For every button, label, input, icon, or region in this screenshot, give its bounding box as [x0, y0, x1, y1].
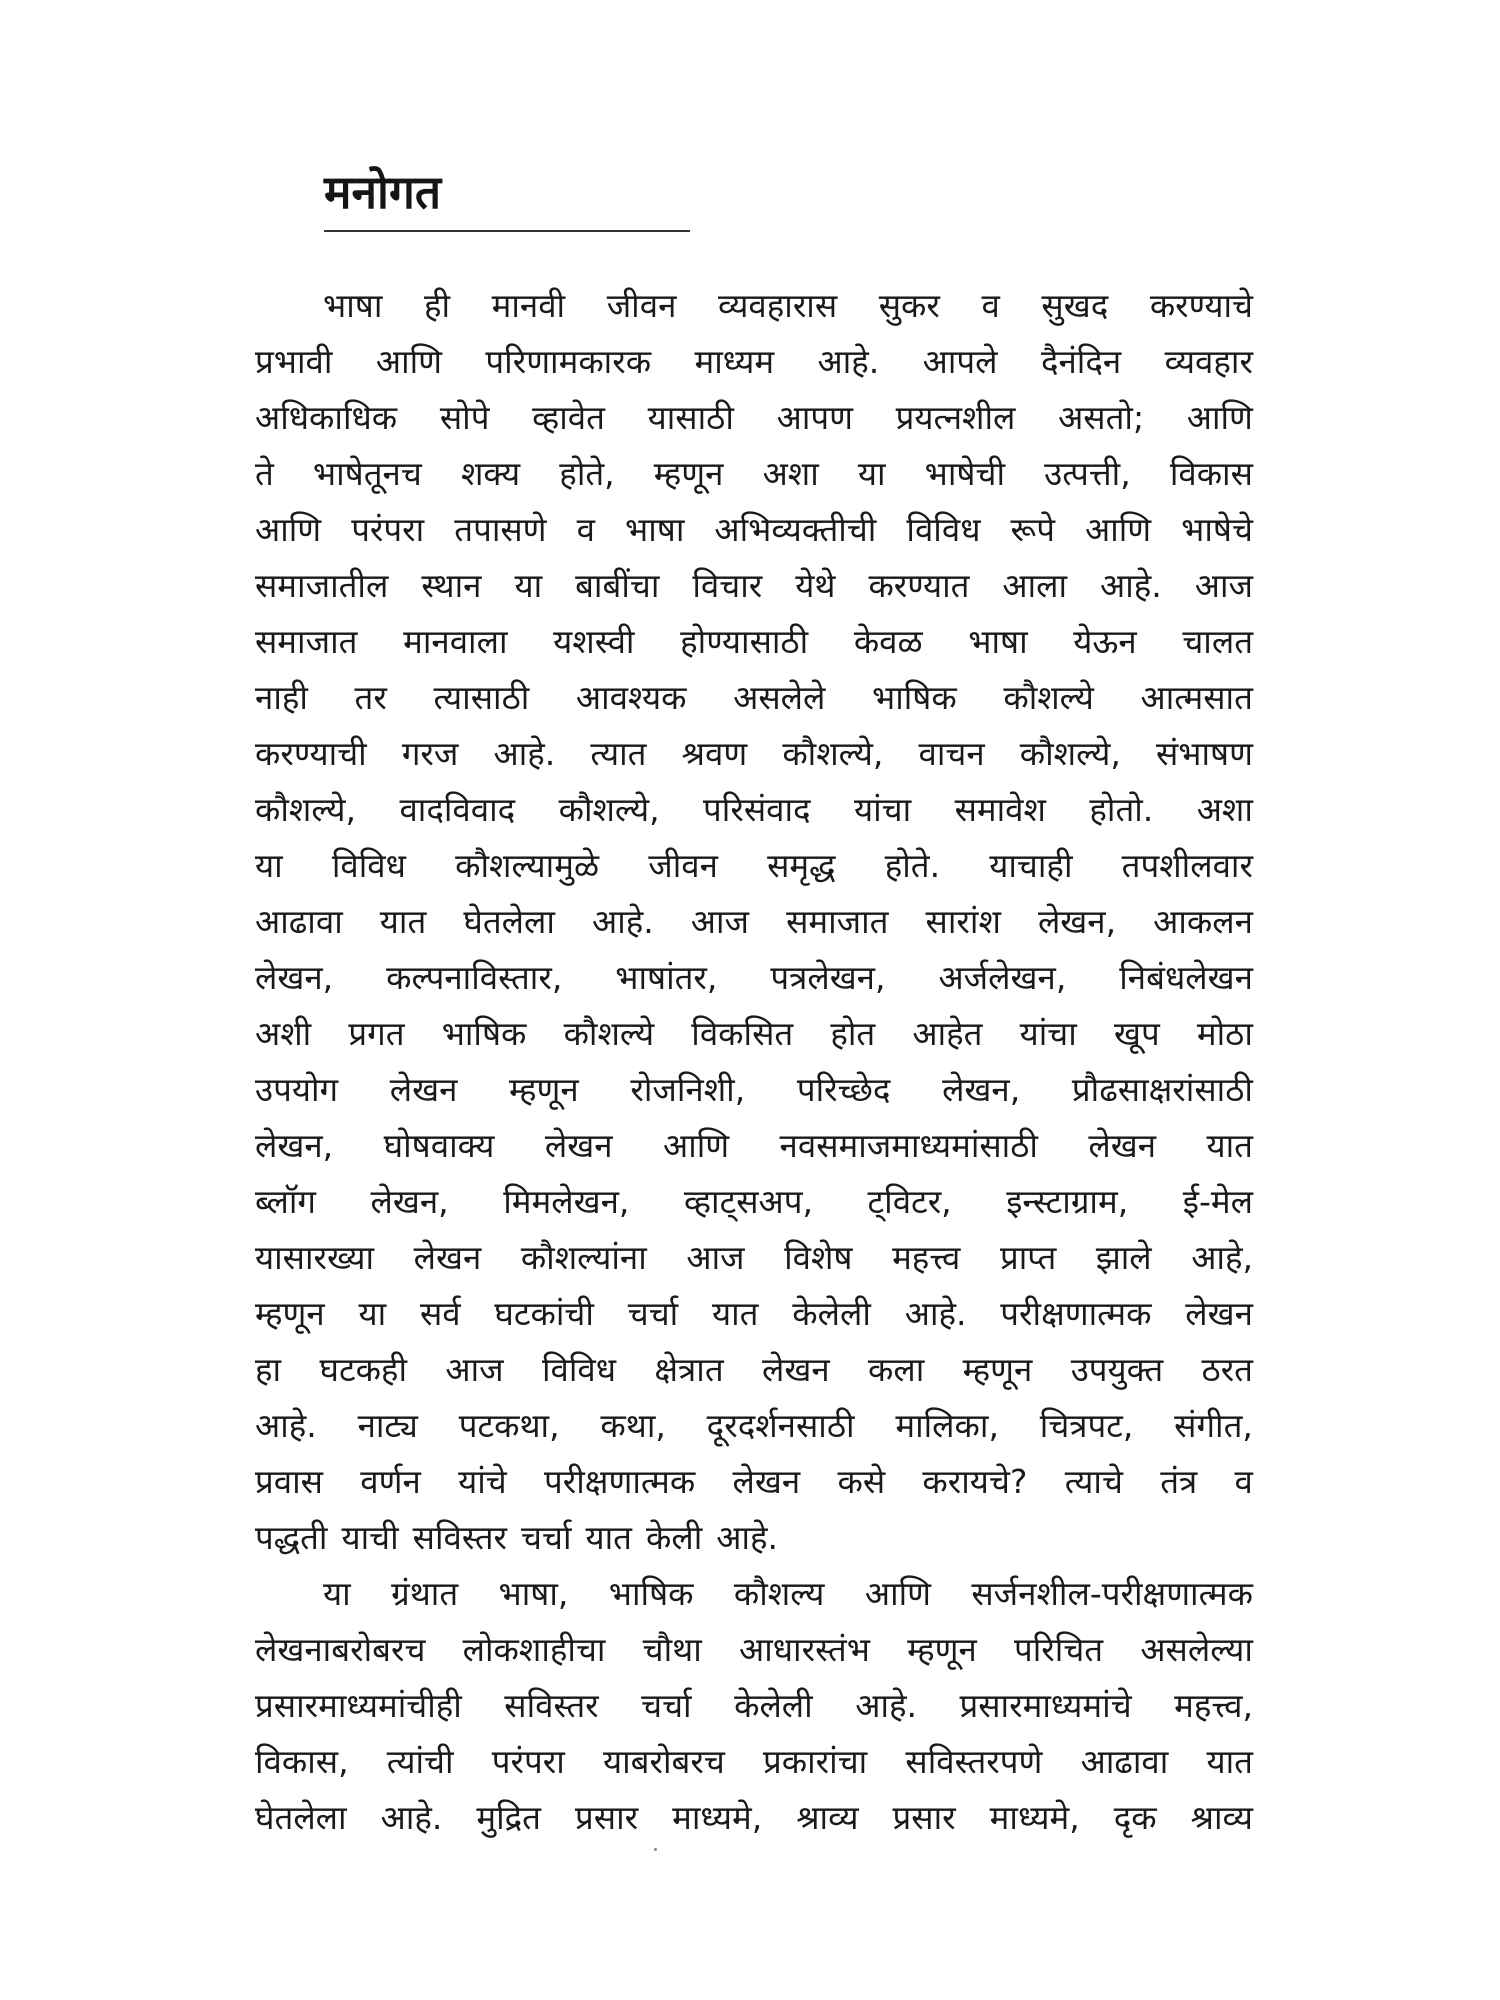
word: येऊन: [1073, 622, 1137, 661]
word: परीक्षणात्मक: [544, 1462, 696, 1501]
word: आपले: [922, 342, 998, 381]
word: मानवी: [491, 286, 566, 325]
text-line: [255, 782, 1253, 838]
word: सर्जनशील-परीक्षणात्मक: [971, 1574, 1253, 1613]
word: कथा,: [600, 1406, 666, 1445]
word: सुखद: [1041, 286, 1109, 325]
word: लेखन: [1088, 1126, 1157, 1165]
text-line: [255, 838, 1253, 894]
word: कल्पनाविस्तार,: [386, 958, 563, 997]
word: होत: [830, 1014, 876, 1053]
word: सारांश: [925, 902, 1001, 941]
word: समाजात: [786, 902, 889, 941]
word: सविस्तरपणे: [905, 1742, 1043, 1781]
word: त्यासाठी: [433, 678, 530, 717]
word: माध्यमे,: [989, 1798, 1080, 1837]
word: माध्यमे,: [672, 1798, 763, 1837]
word: क्षेत्रात: [654, 1350, 724, 1389]
word: आहेत: [912, 1014, 983, 1053]
word: गरज: [401, 734, 459, 773]
word: विविध: [906, 510, 981, 549]
word: तपशीलवार: [1121, 846, 1253, 885]
word: जीवन: [648, 846, 718, 885]
word: आपण: [776, 398, 853, 437]
word: वाचन: [918, 734, 985, 773]
word: व्हावेत: [532, 398, 605, 437]
word: भाषा: [625, 510, 685, 549]
word: व: [576, 510, 595, 549]
text-line: [255, 1174, 1253, 1230]
word: उत्पत्ती,: [1044, 454, 1131, 493]
word: श्राव्य: [796, 1798, 859, 1837]
word: होतो.: [1089, 790, 1154, 829]
word: घेतलेला: [463, 902, 555, 941]
word: जीवन: [606, 286, 677, 325]
word: व्हाट्सअप,: [683, 1182, 813, 1221]
word: लेखन: [544, 1126, 613, 1165]
word: दैनंदिन: [1040, 342, 1122, 381]
word: भाषेचे: [1181, 510, 1253, 549]
word: सुकर: [878, 286, 940, 325]
word: चौथा: [642, 1630, 702, 1669]
word: चर्चा: [641, 1686, 692, 1725]
text-line: [255, 1566, 1253, 1622]
word: भाषांतर,: [615, 958, 718, 997]
word: श्रवण: [681, 734, 748, 773]
word: घोषवाक्य: [383, 1126, 495, 1165]
word: अशा: [1196, 790, 1253, 829]
word: म्हणून: [907, 1630, 977, 1669]
text-line: [255, 1622, 1253, 1678]
word: अर्जलेखन,: [938, 958, 1067, 997]
word: असलेल्या: [1140, 1630, 1253, 1669]
word: आहे.: [493, 734, 556, 773]
text-line: [255, 1790, 1253, 1846]
word: केली: [646, 1518, 703, 1557]
word: स्थान: [421, 566, 482, 605]
word: लेखन: [413, 1238, 482, 1277]
word: प्रवास: [255, 1462, 323, 1501]
word: यात: [379, 902, 427, 941]
word: अशी: [255, 1014, 312, 1053]
word: सविस्तर: [412, 1518, 508, 1557]
word: चर्चा: [521, 1518, 572, 1557]
word: ट्विटर,: [867, 1182, 952, 1221]
word: महत्त्व,: [1174, 1686, 1253, 1725]
word: आज: [686, 1238, 745, 1277]
word: अधिकाधिक: [255, 398, 398, 437]
word: मुद्रित: [476, 1798, 541, 1837]
word: होते.: [884, 846, 941, 885]
word: मानवाला: [403, 622, 508, 661]
word: निबंधलेखन: [1119, 958, 1253, 997]
word: यशस्वी: [553, 622, 635, 661]
word: बाबींचा: [575, 566, 660, 605]
page-title: मनोगत: [324, 165, 442, 219]
word: यांचा: [853, 790, 912, 829]
word: केलेली: [792, 1294, 871, 1333]
text-line: [255, 1678, 1253, 1734]
word: कौशल्ये,: [255, 790, 357, 829]
word: कौशल्ये,: [558, 790, 660, 829]
word: आत्मसात: [1140, 678, 1253, 717]
word: अशा: [762, 454, 819, 493]
word: भाषा: [968, 622, 1028, 661]
word: आणि: [662, 1126, 730, 1165]
word: लेखन: [761, 1350, 830, 1389]
word: आहे.: [255, 1406, 317, 1445]
word: पटकथा,: [458, 1406, 560, 1445]
word: ई-मेल: [1182, 1182, 1253, 1221]
word: प्रसार: [892, 1798, 956, 1837]
word: विचार: [692, 566, 763, 605]
word: कौशल्ये,: [782, 734, 884, 773]
word: व: [981, 286, 1000, 325]
word: वर्णन: [360, 1462, 421, 1501]
word: यात: [712, 1294, 759, 1333]
body-text: [255, 278, 1253, 1846]
word: आणि: [864, 1574, 931, 1613]
word: करण्यात: [868, 566, 970, 605]
text-line: [255, 1454, 1253, 1510]
word: यासाठी: [647, 398, 734, 437]
word: घेतलेला: [255, 1798, 347, 1837]
word: करायचे?: [922, 1462, 1028, 1501]
word: दृक: [1113, 1798, 1157, 1837]
word: मोठा: [1196, 1014, 1253, 1053]
word: तपासणे: [454, 510, 547, 549]
text-line: [255, 1510, 1253, 1566]
word: आहे.: [1100, 566, 1162, 605]
word: कौशल्यामुळे: [455, 846, 600, 885]
word: म्हणून: [653, 454, 724, 493]
word: लेखन,: [255, 1126, 334, 1165]
word: उपयोग: [255, 1070, 339, 1109]
word: म्हणून: [509, 1070, 579, 1109]
word: या: [323, 1574, 351, 1613]
word: माध्यम: [694, 342, 775, 381]
word: लोकशाहीचा: [462, 1630, 606, 1669]
text-line: [255, 390, 1253, 446]
word: विकास,: [255, 1742, 349, 1781]
word: भाषा,: [498, 1574, 569, 1613]
word: याची: [341, 1518, 399, 1557]
word: खूप: [1113, 1014, 1160, 1053]
word: प्रभावी: [255, 342, 333, 381]
word: यात: [1206, 1126, 1253, 1165]
word: आहे.: [855, 1686, 917, 1725]
paragraph: [255, 278, 1253, 1566]
word: कौशल्ये,: [1019, 734, 1121, 773]
word: करण्याचे: [1149, 286, 1253, 325]
word: झाले: [1095, 1238, 1152, 1277]
word: लेखन,: [255, 958, 334, 997]
word: विकास: [1169, 454, 1253, 493]
text-line: [255, 1342, 1253, 1398]
word: प्रौढसाक्षरांसाठी: [1071, 1070, 1253, 1109]
word: शक्य: [460, 454, 521, 493]
word: उपयुक्त: [1070, 1350, 1164, 1389]
page-speck: [654, 1848, 657, 1851]
word: केवळ: [853, 622, 923, 661]
word: कौशल्यांना: [520, 1238, 647, 1277]
word: कौशल्ये: [563, 1014, 655, 1053]
word: परिचित: [1014, 1630, 1104, 1669]
word: विकसित: [691, 1014, 794, 1053]
word: त्याचे: [1064, 1462, 1123, 1501]
word: भाषिक: [608, 1574, 694, 1613]
text-line: [255, 334, 1253, 390]
word: हा: [255, 1350, 282, 1389]
word: लेखन,: [1037, 902, 1117, 941]
word: आहे.: [716, 1518, 779, 1557]
word: समावेश: [954, 790, 1046, 829]
word: प्रसार: [574, 1798, 639, 1837]
word: सर्व: [419, 1294, 461, 1333]
text-line: [255, 1398, 1253, 1454]
word: आढावा: [1080, 1742, 1169, 1781]
word: यात: [585, 1518, 632, 1557]
word: चालत: [1182, 622, 1253, 661]
word: आला: [1002, 566, 1068, 605]
text-line: [255, 558, 1253, 614]
word: चित्रपट,: [1039, 1406, 1134, 1445]
word: विशेष: [784, 1238, 853, 1277]
word: मिमलेखन,: [503, 1182, 630, 1221]
word: आवश्यक: [575, 678, 687, 717]
word: प्रगत: [348, 1014, 405, 1053]
word: याचाही: [989, 846, 1073, 885]
word: अभिव्यक्तीची: [714, 510, 877, 549]
word: प्रकारांचा: [763, 1742, 868, 1781]
word: आज: [445, 1350, 504, 1389]
word: प्राप्त: [999, 1238, 1057, 1277]
word: परिसंवाद: [703, 790, 811, 829]
word: आधारस्तंभ: [739, 1630, 870, 1669]
word: व्यवहार: [1164, 342, 1253, 381]
word: लेखन: [1185, 1294, 1253, 1333]
word: लेखन,: [942, 1070, 1021, 1109]
word: आज: [690, 902, 750, 941]
word: आणि: [375, 342, 442, 381]
word: रूपे: [1010, 510, 1055, 549]
word: कसे: [837, 1462, 886, 1501]
word: ब्लॉग: [255, 1182, 316, 1221]
word: महत्त्व: [892, 1238, 961, 1277]
word: विविध: [541, 1350, 617, 1389]
text-line: [255, 614, 1253, 670]
text-line: [255, 502, 1253, 558]
word: होण्यासाठी: [680, 622, 809, 661]
word: आहे,: [1191, 1238, 1253, 1277]
text-line: [255, 1230, 1253, 1286]
word: लेखन: [389, 1070, 458, 1109]
word: प्रसारमाध्यमांचे: [959, 1686, 1132, 1725]
word: पद्धती: [255, 1518, 328, 1557]
word: परिणामकारक: [485, 342, 652, 381]
word: होते,: [559, 454, 615, 493]
word: श्राव्य: [1190, 1798, 1253, 1837]
paragraph: [255, 1566, 1253, 1846]
word: यांचे: [458, 1462, 507, 1501]
word: आणि: [1084, 510, 1152, 549]
word: याबरोबरच: [602, 1742, 725, 1781]
word: यांचा: [1019, 1014, 1077, 1053]
word: परंपरा: [491, 1742, 565, 1781]
word: त्यात: [590, 734, 647, 773]
word: व: [1234, 1462, 1253, 1501]
word: कौशल्य: [733, 1574, 825, 1613]
text-line: [255, 1118, 1253, 1174]
word: सोपे: [439, 398, 490, 437]
word: प्रयत्नशील: [895, 398, 1016, 437]
word: त्यांची: [386, 1742, 454, 1781]
word: लेखन: [732, 1462, 801, 1501]
text-line: [255, 726, 1253, 782]
word: यात: [1206, 1742, 1253, 1781]
word: भाषेची: [924, 454, 1005, 493]
word: चर्चा: [627, 1294, 679, 1333]
word: परंपरा: [351, 510, 425, 549]
word: आणि: [255, 510, 322, 549]
text-line: [255, 446, 1253, 502]
word: कला: [868, 1350, 925, 1389]
word: असतो;: [1058, 398, 1145, 437]
word: भाषा: [323, 286, 383, 325]
word: येथे: [795, 566, 836, 605]
word: सविस्तर: [504, 1686, 599, 1725]
word: मालिका,: [895, 1406, 999, 1445]
word: आढावा: [255, 902, 343, 941]
word: समाजातील: [255, 566, 389, 605]
word: या: [857, 454, 886, 493]
word: ठरत: [1201, 1350, 1253, 1389]
word: परिच्छेद: [796, 1070, 891, 1109]
text-line: [255, 1062, 1253, 1118]
word: म्हणून: [962, 1350, 1033, 1389]
word: नवसमाजमाध्यमांसाठी: [779, 1126, 1038, 1165]
word: नाट्य: [357, 1406, 418, 1445]
text-line: [255, 1006, 1253, 1062]
word: प्रसारमाध्यमांचीही: [255, 1686, 462, 1725]
word: या: [255, 846, 283, 885]
text-line: [255, 950, 1253, 1006]
title-underline: [324, 230, 690, 232]
text-line: [255, 278, 1253, 334]
word: विविध: [331, 846, 406, 885]
word: संगीत,: [1174, 1406, 1253, 1445]
word: ही: [423, 286, 451, 325]
text-line: [255, 1734, 1253, 1790]
word: या: [358, 1294, 387, 1333]
word: आहे.: [904, 1294, 967, 1333]
word: ते: [255, 454, 274, 493]
word: परीक्षणात्मक: [1000, 1294, 1152, 1333]
word: लेखनाबरोबरच: [255, 1630, 426, 1669]
word: तंत्र: [1160, 1462, 1198, 1501]
word: पत्रलेखन,: [770, 958, 886, 997]
word: नाही: [255, 678, 308, 717]
word: समाजात: [255, 622, 358, 661]
word: भाषेतूनच: [312, 454, 422, 493]
word: केलेली: [734, 1686, 813, 1725]
word: आणि: [1186, 398, 1253, 437]
word: करण्याची: [255, 734, 367, 773]
word: आहे.: [817, 342, 880, 381]
word: म्हणून: [255, 1294, 325, 1333]
word: ग्रंथात: [391, 1574, 459, 1613]
word: आहे.: [380, 1798, 443, 1837]
word: घटकांची: [494, 1294, 594, 1333]
word: लेखन,: [370, 1182, 449, 1221]
word: घटकही: [319, 1350, 407, 1389]
word: या: [514, 566, 543, 605]
word: कौशल्ये: [1003, 678, 1094, 717]
word: यासारख्या: [255, 1238, 375, 1277]
word: दूरदर्शनसाठी: [706, 1406, 855, 1445]
word: इन्स्टाग्राम,: [1006, 1182, 1129, 1221]
word: संभाषण: [1155, 734, 1253, 773]
word: रोजनिशी,: [630, 1070, 746, 1109]
word: आकलन: [1153, 902, 1253, 941]
text-line: [255, 670, 1253, 726]
word: असलेले: [733, 678, 826, 717]
word: आज: [1194, 566, 1253, 605]
word: भाषिक: [441, 1014, 527, 1053]
text-line: [255, 1286, 1253, 1342]
word: समृद्ध: [767, 846, 836, 885]
word: व्यवहारास: [717, 286, 838, 325]
text-line: [255, 894, 1253, 950]
word: वादविवाद: [399, 790, 516, 829]
word: आहे.: [592, 902, 654, 941]
word: भाषिक: [872, 678, 957, 717]
word: तर: [354, 678, 387, 717]
